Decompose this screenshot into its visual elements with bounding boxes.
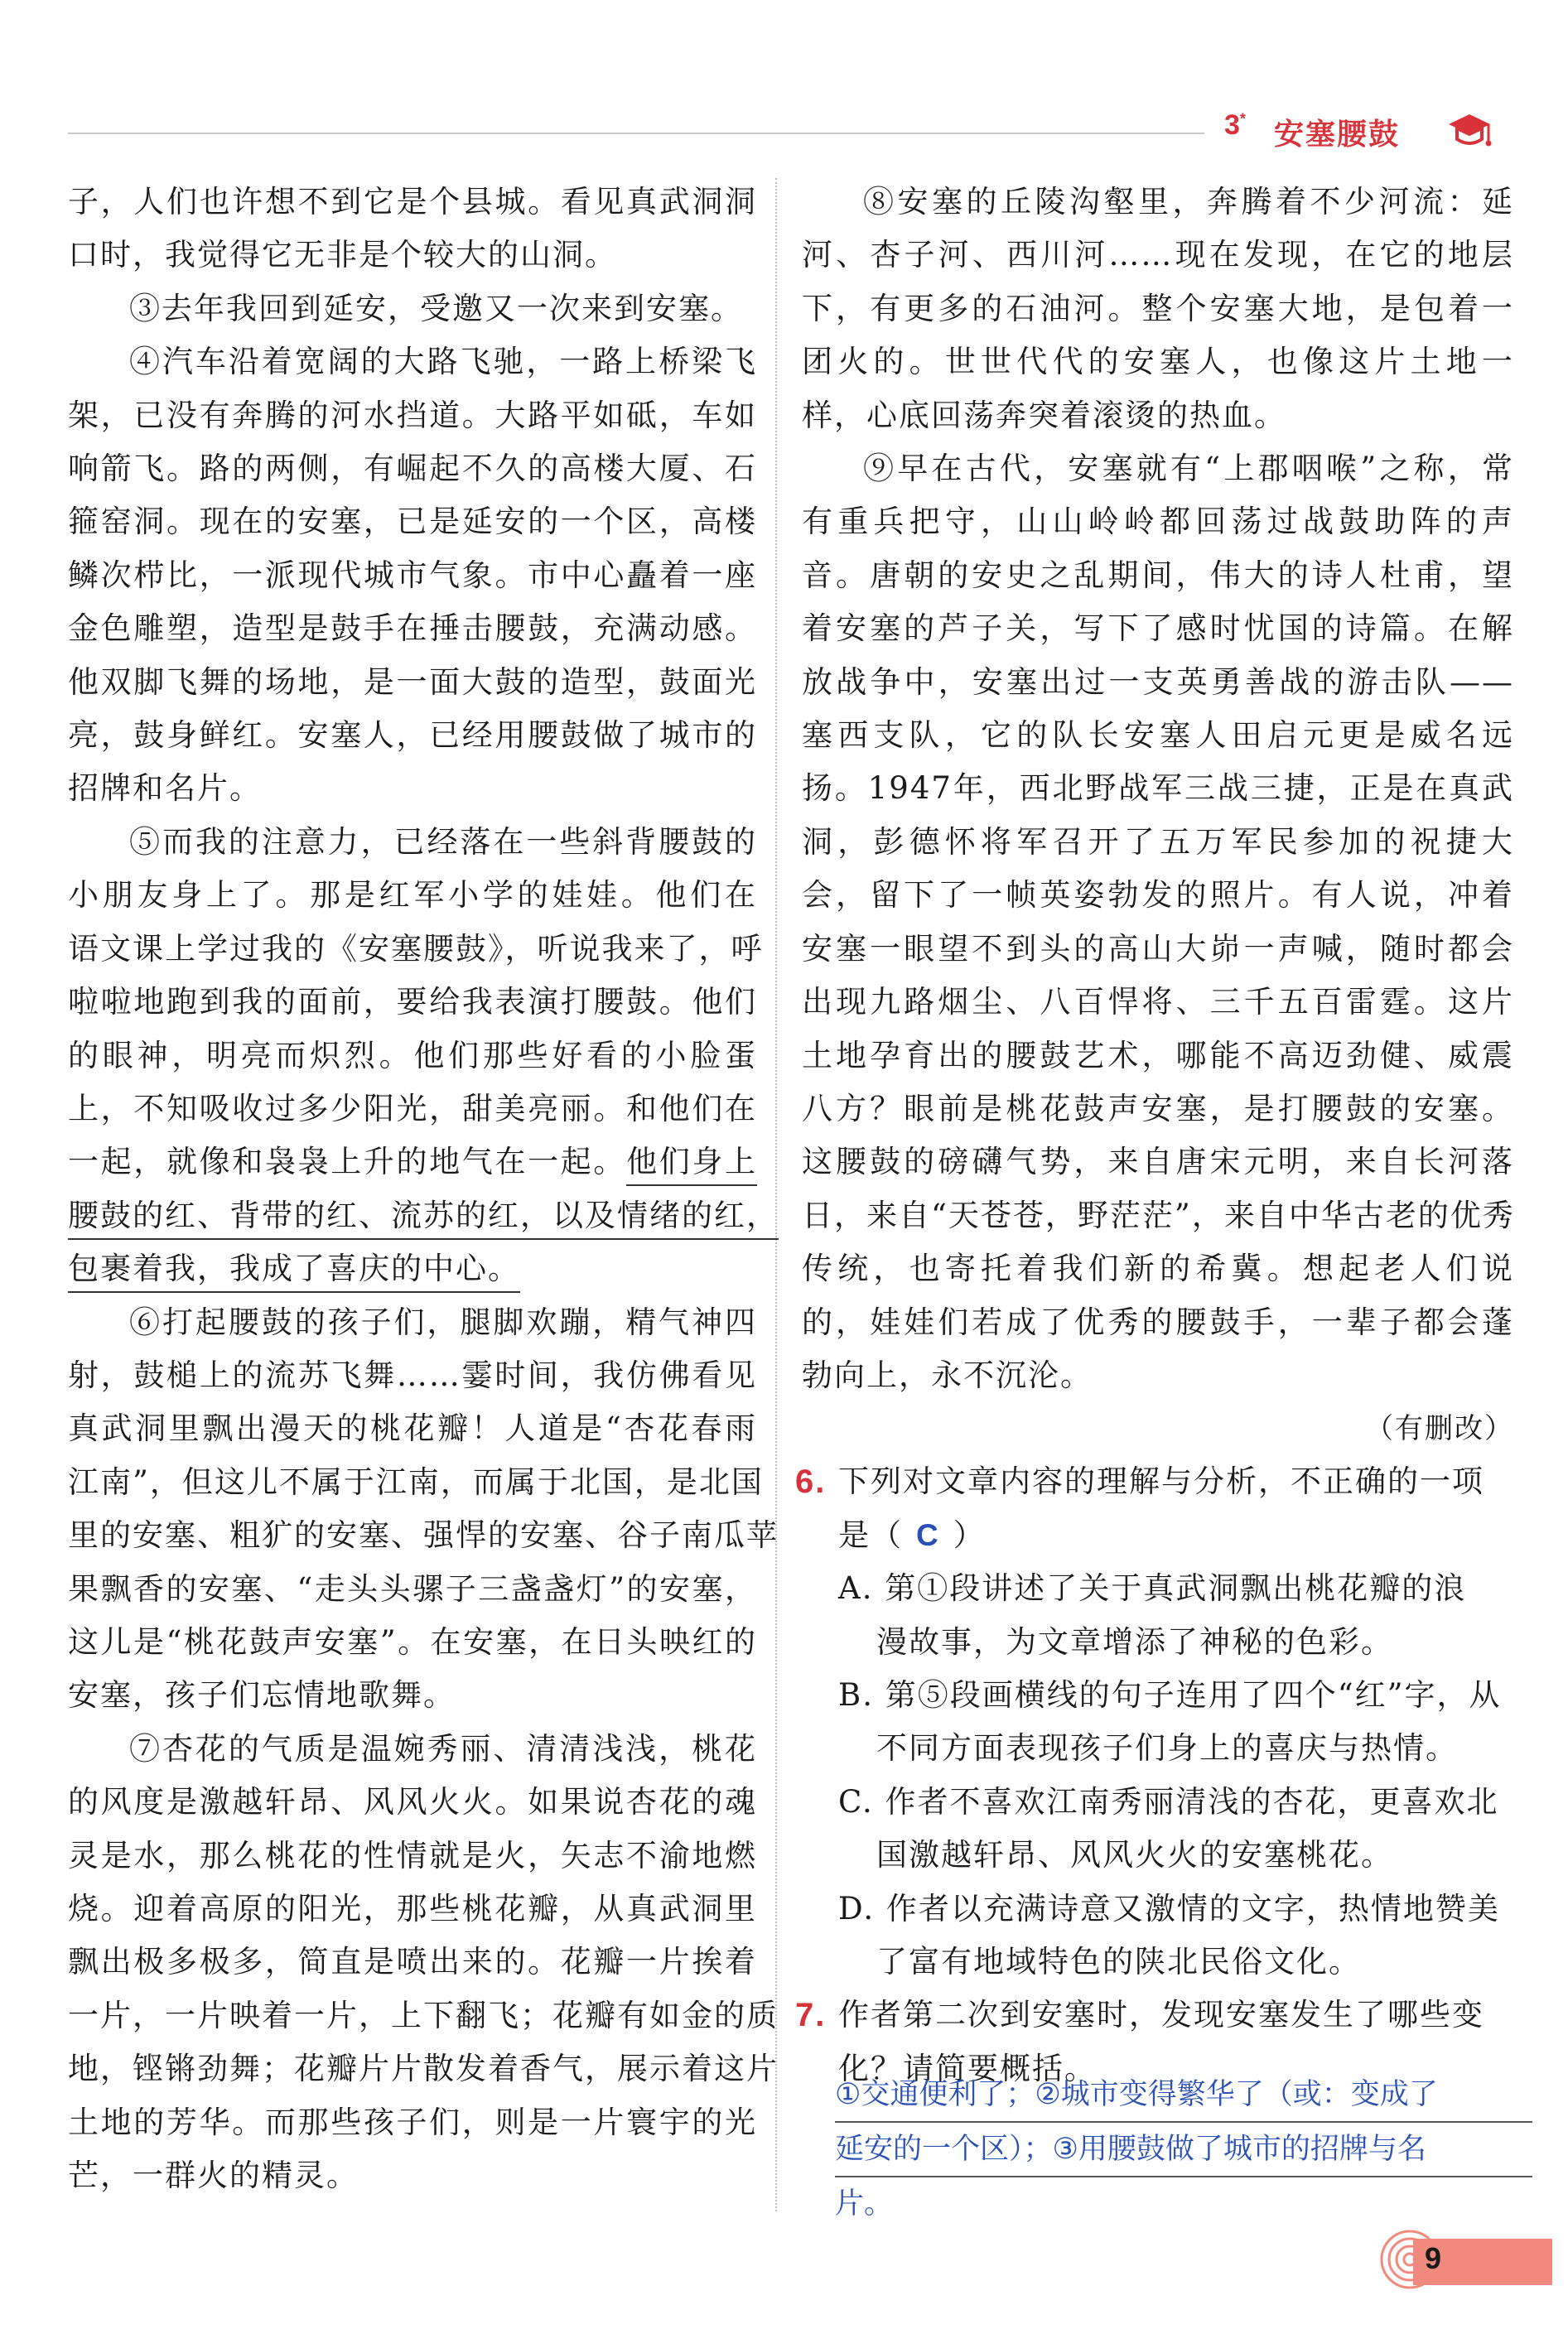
question-number: 7. [795, 1997, 827, 2034]
graduation-cap-icon [1445, 106, 1493, 152]
answer-line: 延安的一个区）；③用腰鼓做了城市的招牌与名 [835, 2123, 1532, 2177]
paragraph-3: ③去年我回到延安，受邀又一次来到安塞。 [129, 290, 743, 326]
underlined-sentence: 腰鼓的红、背带的红、流苏的红，以及情绪的红， [68, 1198, 779, 1240]
question-7: 7. 作者第二次到安塞时，发现安塞发生了哪些变 化？请简要概括。 [802, 1989, 1514, 2095]
question-number: 6. [795, 1463, 827, 1501]
answer-line: 片。 [835, 2187, 894, 2221]
underlined-sentence: 他们身上 [626, 1144, 757, 1186]
paragraph-2-end: 子，人们也许想不到它是个县城。看见真武洞洞 口时，我觉得它无非是个较大的山洞。 [68, 184, 757, 273]
question-6: 6. 下列对文章内容的理解与分析，不正确的一项 是（ C ） A. 第①段讲述了关于真武洞飘出桃花瓣的浪 漫故事，为文章增添了神秘的色彩。 B. 第⑤段画横线的句子连用了四个“红”字，从 不同方面表现孩子们身上的喜庆与热情。 C. 作者不喜欢江南秀丽清浅的杏花，更喜欢北 国激越轩昂、风风火火的安塞桃花。 D. 作者以充满诗意又激情的文字，热情地赞美 了富有地域特色的陕北民俗文化。 [802, 1455, 1514, 1989]
edit-credit: （有删改） [1365, 1412, 1514, 1446]
paragraph-7: ⑦杏花的气质是温婉秀丽、清清浅浅，桃花 的风度是激越轩昂、风风火火。如果说杏花的魂 灵是水，那么桃花的性情就是火，矢志不渝地燃 烧。迎着高原的阳光，那些桃花瓣，从真武洞里 飘出极多极多，简直是喷出来的。花瓣一片挨着 一片，一片映着一片，上下翻飞；花瓣有如金的质 地，铿锵劲舞；花瓣片片散发着香气，展示着这片 土地的芳华。而那些孩子们，则是一片寰宇的光 芒，一群火的精灵。 [68, 1730, 779, 2194]
option-d[interactable]: D. 作者以充满诗意又激情的文字，热情地赞美 了富有地域特色的陕北民俗文化。 [838, 1890, 1500, 1979]
page-number: 9 [1425, 2241, 1442, 2275]
paragraph-9: ⑨早在古代，安塞就有“上郡咽喉”之称，常 有重兵把守，山山岭岭都回荡过战鼓助阵的声 音。唐朝的安史之乱期间，伟大的诗人杜甫，望 着安塞的芦子关，写下了感时忧国的诗篇。在解 放战争中，安塞出过一支英勇善战的游击队—— 塞西支队，它的队长安塞人田启元更是威名远 扬。1947年，西北野战军三战三捷，正是在真武 洞，彭德怀将军召开了五万军民参加的祝捷大 会，留下了一帧英姿勃发的照片。有人说，冲着 安塞一眼望不到头的高山大峁一声喊，随时都会 出现九路烟尘、八百悍将、三千五百雷霆。这片 土地孕育出的腰鼓艺术，哪能不高迈劲健、威震 八方？眼前是桃花鼓声安塞，是打腰鼓的安塞。 这腰鼓的磅礴气势，来自唐宋元明，来自长河落 日，来自“天苍苍，野茫茫”，来自中华古老的优秀 传统，也寄托着我们新的希冀。想起老人们说 的，娃娃们若成了优秀的腰鼓手，一辈子都会蓬 勃向上，永不沉沦。 [802, 451, 1515, 1393]
left-column [68, 176, 779, 2202]
header-rule [68, 133, 1204, 134]
text-before-underline: 一起，就像和袅袅上升的地气在一起。 [68, 1144, 627, 1180]
paragraph-8: ⑧安塞的丘陵沟壑里，奔腾着不少河流：延 河、杏子河、西川河……现在发现，在它的地层 下，有更多的石油河。整个安塞大地，是包着一 团火的。世世代代的安塞人，也像这片土地一 样，心底回荡奔突着滚烫的热血。 [802, 184, 1514, 433]
option-a[interactable]: A. 第①段讲述了关于真武洞飘出桃花瓣的浪 漫故事，为文章增添了神秘的色彩。 [838, 1570, 1467, 1660]
paragraph-5: ⑤而我的注意力，已经落在一些斜背腰鼓的 小朋友身上了。那是红军小学的娃娃。他们在 语文课上学过我的《安塞腰鼓》，听说我来了，呼 啦啦地跑到我的面前，要给我表演打腰鼓。他们 的眼神，明亮而炽烈。他们那些好看的小脸蛋 上，不知吸收过多少阳光，甜美亮丽。和他们在 一起，就像和袅袅上升的地气在一起。他们身上 腰鼓的红、背带的红、流苏的红，以及情绪的红， 包裹着我，我成了喜庆的中心。 [68, 816, 757, 1296]
answer-area-q7[interactable] [835, 2068, 1532, 2230]
right-column [795, 176, 1515, 2095]
paragraph-6: ⑥打起腰鼓的孩子们，腿脚欢蹦，精气神四 射，鼓槌上的流苏飞舞……霎时间，我仿佛看见 真武洞里飘出漫天的桃花瓣！人道是“杏花春雨 江南”，但这儿不属于江南，而属于北国，是北国 里的安塞、粗犷的安塞、强悍的安塞、谷子南瓜苹 果飘香的安塞、“走头头骡子三盏盏灯”的安塞， 这儿是“桃花鼓声安塞”。在安塞，在日头映红的 安塞，孩子们忘情地歌舞。 [68, 1304, 779, 1714]
answer-line: ①交通便利了；②城市变得繁华了（或：变成了 [835, 2068, 1532, 2123]
lesson-number: 3* [1224, 109, 1246, 141]
lesson-title: 安塞腰鼓 [1274, 118, 1401, 152]
choice-answer[interactable]: C [916, 1517, 940, 1552]
option-c[interactable]: C. 作者不喜欢江南秀丽清浅的杏花，更喜欢北 国激越轩昂、风风火火的安塞桃花。 [838, 1783, 1499, 1873]
underlined-sentence: 包裹着我，我成了喜庆的中心。 [68, 1251, 520, 1293]
column-divider [775, 178, 777, 2211]
paragraph-4: ④汽车沿着宽阔的大路飞驰，一路上桥梁飞 架，已没有奔腾的河水挡道。大路平如砥，车如 响箭飞。路的两侧，有崛起不久的高楼大厦、石 箍窑洞。现在的安塞，已是延安的一个区，高楼 鳞次栉比，一派现代城市气象。市中心矗着一座 金色雕塑，造型是鼓手在捶击腰鼓，充满动感。 他双脚飞舞的场地，是一面大鼓的造型，鼓面光 亮，鼓身鲜红。安塞人，已经用腰鼓做了城市的 招牌和名片。 [68, 344, 757, 807]
option-b[interactable]: B. 第⑤段画横线的句子连用了四个“红”字，从 不同方面表现孩子们身上的喜庆与热情。 [838, 1676, 1502, 1767]
